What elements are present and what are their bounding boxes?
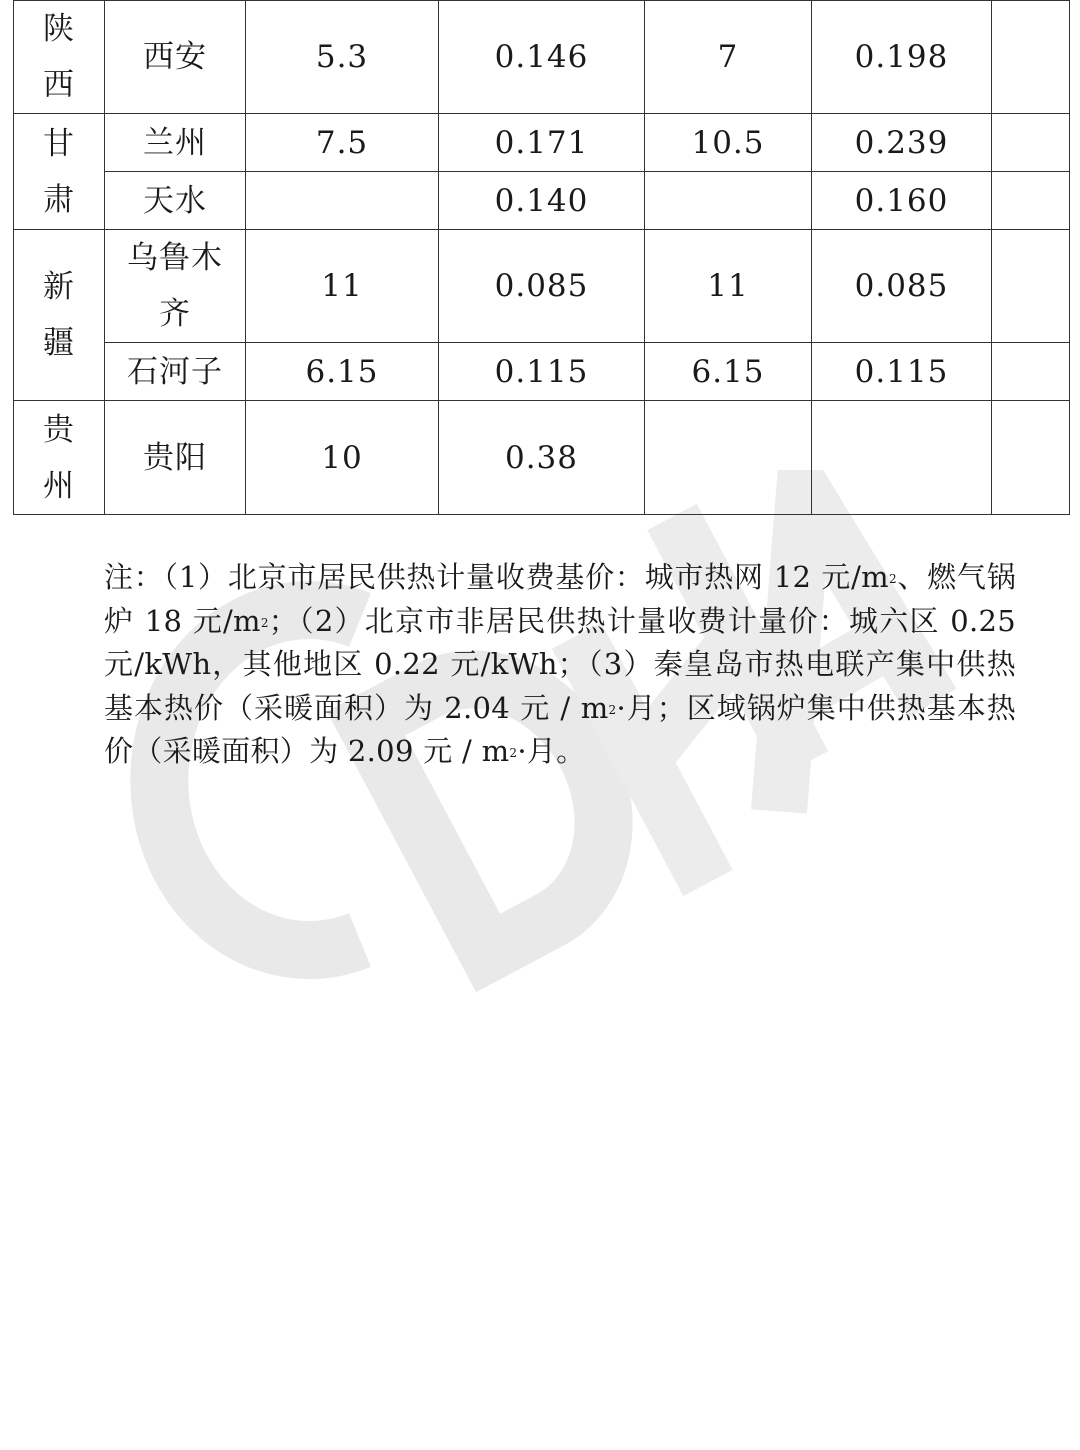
province-char: 新 bbox=[43, 269, 75, 305]
city-cell: 石河子 bbox=[105, 343, 246, 401]
value-cell: 10.5 bbox=[645, 114, 812, 172]
value-cell: 11 bbox=[246, 230, 439, 343]
note-text: 、燃气锅炉 18 元/m bbox=[104, 560, 1016, 638]
table-row bbox=[14, 343, 1070, 401]
value-cell: 0.085 bbox=[812, 230, 992, 343]
value-cell: 7 bbox=[645, 1, 812, 114]
city-cell: 兰州 bbox=[105, 114, 246, 172]
province-char: 西 bbox=[43, 67, 75, 103]
city-cell: 天水 bbox=[105, 172, 246, 230]
value-cell bbox=[645, 401, 812, 515]
note-text: ·月；区域锅炉集中供热基本热价（采暖面积）为 2.09 元 / m bbox=[104, 690, 1016, 768]
province-cell bbox=[14, 230, 105, 401]
city-line: 乌鲁木 bbox=[127, 240, 223, 276]
heating-price-table bbox=[13, 0, 1070, 515]
value-cell bbox=[812, 401, 992, 515]
value-cell: 5.3 bbox=[246, 1, 439, 114]
city-line: 齐 bbox=[159, 296, 191, 332]
value-cell bbox=[992, 1, 1070, 114]
value-cell: 0.198 bbox=[812, 1, 992, 114]
superscript: 2 bbox=[509, 746, 518, 760]
value-cell: 0.115 bbox=[439, 343, 645, 401]
value-cell bbox=[645, 172, 812, 230]
value-cell: 7.5 bbox=[246, 114, 439, 172]
city-cell bbox=[105, 230, 246, 343]
table-row bbox=[14, 114, 1070, 172]
province-char: 州 bbox=[43, 467, 75, 504]
superscript: 2 bbox=[888, 572, 897, 586]
value-cell: 0.140 bbox=[439, 172, 645, 230]
note-text: ；（2）北京市非居民供热计量收费计量价：城六区 0.25 元/kWh，其他地区 0.22 元/kWh；（3）秦皇岛市热电联产集中供热基本热价（采暖面积）为 2.04 元 / m bbox=[104, 603, 1016, 725]
province-char: 疆 bbox=[43, 325, 75, 361]
city-cell: 贵阳 bbox=[105, 401, 246, 515]
value-cell: 0.115 bbox=[812, 343, 992, 401]
value-cell bbox=[992, 114, 1070, 172]
value-cell bbox=[992, 172, 1070, 230]
province-char: 肃 bbox=[43, 181, 75, 218]
note-text: ·月。 bbox=[517, 734, 586, 768]
value-cell bbox=[992, 401, 1070, 515]
table-row bbox=[14, 230, 1070, 343]
superscript: 2 bbox=[260, 615, 269, 630]
province-char: 甘 bbox=[43, 125, 75, 162]
province-char: 陕 bbox=[43, 11, 75, 47]
superscript: 2 bbox=[608, 702, 617, 717]
value-cell: 0.146 bbox=[439, 1, 645, 114]
value-cell: 0.085 bbox=[439, 230, 645, 343]
province-cell bbox=[14, 114, 105, 230]
city-cell: 西安 bbox=[105, 1, 246, 114]
note-text: 注：（1）北京市居民供热计量收费基价：城市热网 12 元/m bbox=[104, 560, 889, 594]
value-cell: 0.239 bbox=[812, 114, 992, 172]
value-cell: 0.160 bbox=[812, 172, 992, 230]
value-cell: 0.171 bbox=[439, 114, 645, 172]
value-cell bbox=[246, 172, 439, 230]
table-row bbox=[14, 401, 1070, 515]
province-cell bbox=[14, 1, 105, 114]
value-cell: 6.15 bbox=[246, 343, 439, 401]
table-row bbox=[14, 172, 1070, 230]
value-cell bbox=[992, 343, 1070, 401]
value-cell bbox=[992, 230, 1070, 343]
province-char: 贵 bbox=[43, 411, 75, 448]
province-cell bbox=[14, 401, 105, 515]
value-cell: 0.38 bbox=[439, 401, 645, 515]
value-cell: 11 bbox=[645, 230, 812, 343]
table-row bbox=[14, 1, 1070, 114]
value-cell: 6.15 bbox=[645, 343, 812, 401]
table-footnote bbox=[104, 556, 1016, 774]
value-cell: 10 bbox=[246, 401, 439, 515]
